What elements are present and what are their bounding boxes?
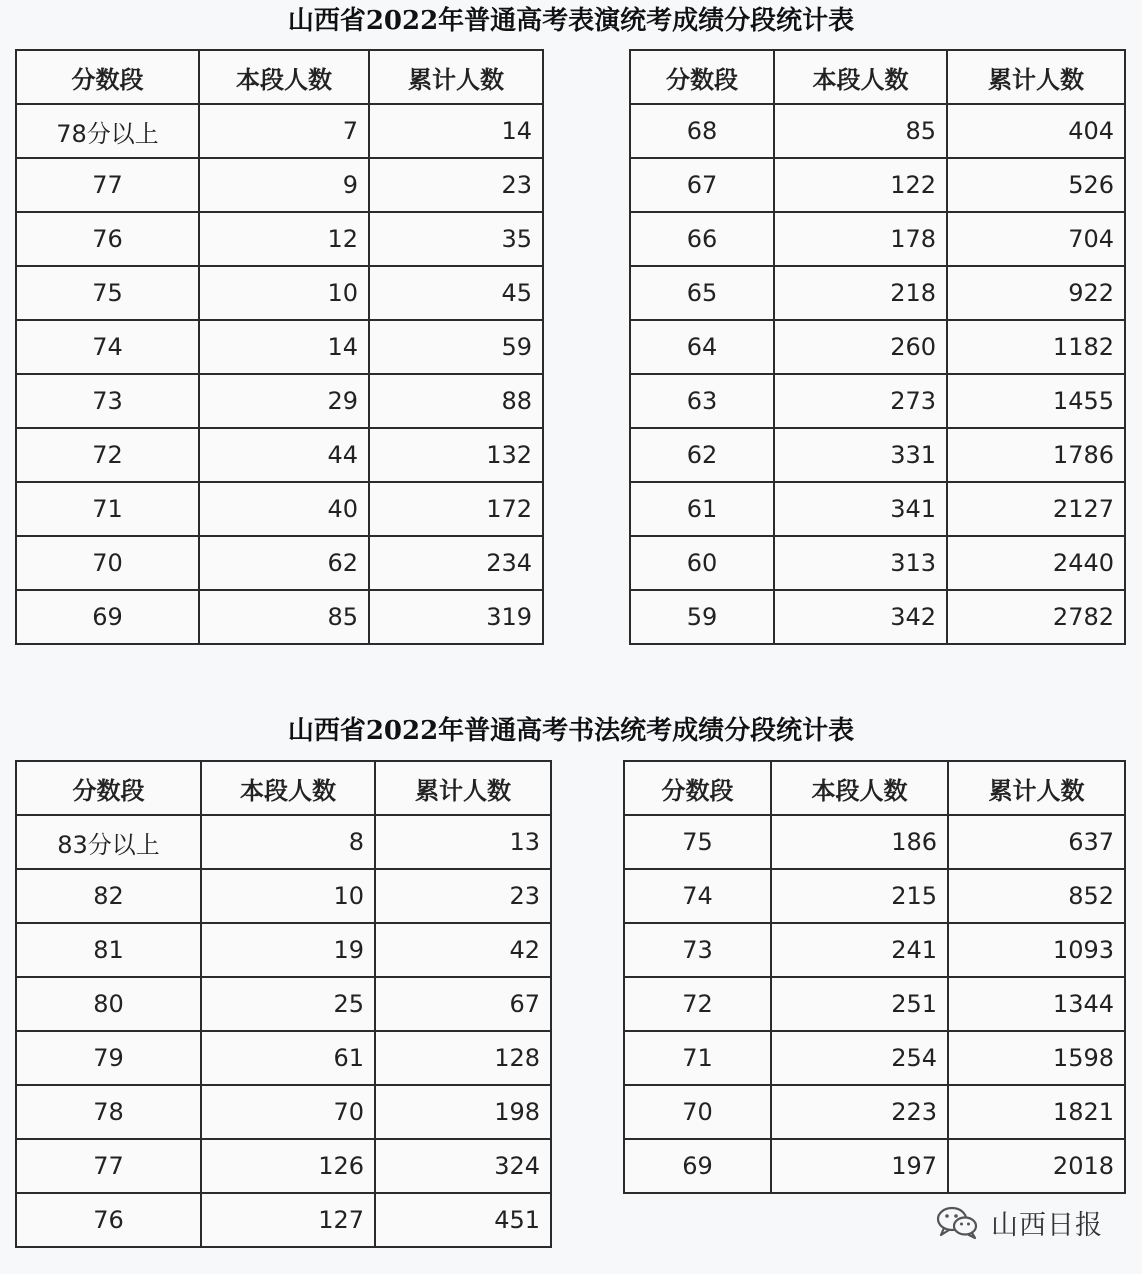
score-cell: 77: [16, 1139, 201, 1193]
table-row: [630, 536, 1125, 590]
table-row: [624, 869, 1125, 923]
cumulative-count-header: 累计人数: [369, 50, 543, 104]
score-cell: 61: [630, 482, 774, 536]
segment-count-cell: 10: [199, 266, 369, 320]
table-row: [630, 590, 1125, 644]
score-cell: 60: [630, 536, 774, 590]
segment-count-cell: 126: [201, 1139, 375, 1193]
cumulative-count-cell: 172: [369, 482, 543, 536]
cumulative-count-cell: 922: [947, 266, 1125, 320]
cumulative-count-cell: 2440: [947, 536, 1125, 590]
table-row: [630, 266, 1125, 320]
calligraphy-table-left: [15, 760, 552, 1248]
table-row: [630, 104, 1125, 158]
table-row: [630, 212, 1125, 266]
score-cell: 75: [624, 815, 771, 869]
segment-count-cell: 44: [199, 428, 369, 482]
cumulative-count-cell: 35: [369, 212, 543, 266]
table-row: [624, 977, 1125, 1031]
cumulative-count-cell: 234: [369, 536, 543, 590]
table-row: [630, 482, 1125, 536]
cumulative-count-cell: 1821: [948, 1085, 1125, 1139]
table-row: [16, 869, 551, 923]
segment-count-header: 本段人数: [201, 761, 375, 815]
score-cell: 62: [630, 428, 774, 482]
score-cell: 59: [630, 590, 774, 644]
table-row: [16, 482, 543, 536]
segment-count-cell: 19: [201, 923, 375, 977]
score-cell: 72: [624, 977, 771, 1031]
segment-count-cell: 61: [201, 1031, 375, 1085]
header-row: [16, 50, 543, 104]
cumulative-count-cell: 704: [947, 212, 1125, 266]
score-cell: 71: [624, 1031, 771, 1085]
cumulative-count-cell: 67: [375, 977, 551, 1031]
table-row: [624, 923, 1125, 977]
calligraphy-table-title: 山西省2022年普通高考书法统考成绩分段统计表: [287, 716, 855, 746]
segment-count-cell: 178: [774, 212, 947, 266]
header-row: [630, 50, 1125, 104]
cumulative-count-cell: 42: [375, 923, 551, 977]
segment-count-cell: 273: [774, 374, 947, 428]
cumulative-count-cell: 319: [369, 590, 543, 644]
table-row: [16, 1031, 551, 1085]
table-row: [16, 815, 551, 869]
segment-count-cell: 10: [201, 869, 375, 923]
segment-count-cell: 215: [771, 869, 948, 923]
cumulative-count-cell: 128: [375, 1031, 551, 1085]
score-cell: 69: [624, 1139, 771, 1193]
watermark-text: 山西日报: [991, 1209, 1103, 1241]
cumulative-count-header: 累计人数: [948, 761, 1125, 815]
cumulative-count-cell: 59: [369, 320, 543, 374]
watermark: [935, 1200, 1103, 1244]
segment-count-cell: 218: [774, 266, 947, 320]
cumulative-count-header: 累计人数: [375, 761, 551, 815]
table-row: [630, 374, 1125, 428]
cumulative-count-cell: 1786: [947, 428, 1125, 482]
segment-count-cell: 62: [199, 536, 369, 590]
cumulative-count-cell: 451: [375, 1193, 551, 1247]
score-cell: 78分以上: [16, 104, 199, 158]
score-cell: 73: [16, 374, 199, 428]
cumulative-count-cell: 404: [947, 104, 1125, 158]
score-cell: 73: [624, 923, 771, 977]
score-cell: 76: [16, 212, 199, 266]
cumulative-count-cell: 13: [375, 815, 551, 869]
segment-count-cell: 251: [771, 977, 948, 1031]
score-cell: 67: [630, 158, 774, 212]
segment-count-cell: 331: [774, 428, 947, 482]
cumulative-count-cell: 88: [369, 374, 543, 428]
segment-count-cell: 241: [771, 923, 948, 977]
segment-count-cell: 223: [771, 1085, 948, 1139]
segment-count-header: 本段人数: [199, 50, 369, 104]
cumulative-count-cell: 1182: [947, 320, 1125, 374]
segment-count-cell: 29: [199, 374, 369, 428]
cumulative-count-cell: 132: [369, 428, 543, 482]
score-cell: 80: [16, 977, 201, 1031]
segment-count-cell: 70: [201, 1085, 375, 1139]
cumulative-count-cell: 23: [375, 869, 551, 923]
table-row: [16, 536, 543, 590]
cumulative-count-cell: 2127: [947, 482, 1125, 536]
table-row: [16, 212, 543, 266]
segment-count-cell: 127: [201, 1193, 375, 1247]
segment-count-cell: 85: [199, 590, 369, 644]
score-cell: 74: [16, 320, 199, 374]
table-row: [624, 1031, 1125, 1085]
cumulative-count-cell: 1093: [948, 923, 1125, 977]
segment-count-cell: 9: [199, 158, 369, 212]
table-row: [16, 320, 543, 374]
segment-count-cell: 342: [774, 590, 947, 644]
performance-table-title: 山西省2022年普通高考表演统考成绩分段统计表: [287, 6, 855, 36]
score-cell: 76: [16, 1193, 201, 1247]
table-row: [630, 320, 1125, 374]
cumulative-count-header: 累计人数: [947, 50, 1125, 104]
table-row: [16, 428, 543, 482]
table-row: [16, 1085, 551, 1139]
segment-count-cell: 122: [774, 158, 947, 212]
score-cell: 70: [16, 536, 199, 590]
segment-count-header: 本段人数: [771, 761, 948, 815]
cumulative-count-cell: 2018: [948, 1139, 1125, 1193]
header-row: [624, 761, 1125, 815]
cumulative-count-cell: 1598: [948, 1031, 1125, 1085]
segment-count-cell: 260: [774, 320, 947, 374]
score-cell: 63: [630, 374, 774, 428]
score-cell: 82: [16, 869, 201, 923]
segment-count-cell: 7: [199, 104, 369, 158]
cumulative-count-cell: 2782: [947, 590, 1125, 644]
segment-count-cell: 14: [199, 320, 369, 374]
cumulative-count-cell: 324: [375, 1139, 551, 1193]
score-range-header: 分数段: [16, 50, 199, 104]
table-row: [16, 923, 551, 977]
segment-count-cell: 85: [774, 104, 947, 158]
cumulative-count-cell: 852: [948, 869, 1125, 923]
score-cell: 78: [16, 1085, 201, 1139]
cumulative-count-cell: 526: [947, 158, 1125, 212]
performance-table-right: [629, 49, 1126, 645]
table-row: [624, 1085, 1125, 1139]
table-row: [16, 1193, 551, 1247]
cumulative-count-cell: 637: [948, 815, 1125, 869]
score-cell: 69: [16, 590, 199, 644]
cumulative-count-cell: 1455: [947, 374, 1125, 428]
table-row: [16, 590, 543, 644]
score-cell: 72: [16, 428, 199, 482]
cumulative-count-cell: 1344: [948, 977, 1125, 1031]
segment-count-cell: 25: [201, 977, 375, 1031]
table-row: [16, 104, 543, 158]
table-row: [16, 374, 543, 428]
segment-count-cell: 40: [199, 482, 369, 536]
table-row: [624, 815, 1125, 869]
table-row: [16, 1139, 551, 1193]
table-row: [16, 158, 543, 212]
segment-count-header: 本段人数: [774, 50, 947, 104]
score-cell: 81: [16, 923, 201, 977]
score-cell: 68: [630, 104, 774, 158]
header-row: [16, 761, 551, 815]
score-cell: 75: [16, 266, 199, 320]
segment-count-cell: 8: [201, 815, 375, 869]
segment-count-cell: 197: [771, 1139, 948, 1193]
score-cell: 79: [16, 1031, 201, 1085]
wechat-icon: [935, 1204, 981, 1240]
table-row: [630, 158, 1125, 212]
segment-count-cell: 341: [774, 482, 947, 536]
table-row: [16, 977, 551, 1031]
score-cell: 77: [16, 158, 199, 212]
calligraphy-table-right: [623, 760, 1126, 1194]
cumulative-count-cell: 198: [375, 1085, 551, 1139]
segment-count-cell: 12: [199, 212, 369, 266]
table-row: [16, 266, 543, 320]
score-cell: 83分以上: [16, 815, 201, 869]
score-cell: 70: [624, 1085, 771, 1139]
score-cell: 66: [630, 212, 774, 266]
score-cell: 65: [630, 266, 774, 320]
cumulative-count-cell: 23: [369, 158, 543, 212]
table-row: [630, 428, 1125, 482]
score-cell: 74: [624, 869, 771, 923]
performance-table-left: [15, 49, 544, 645]
cumulative-count-cell: 14: [369, 104, 543, 158]
score-cell: 71: [16, 482, 199, 536]
segment-count-cell: 313: [774, 536, 947, 590]
score-range-header: 分数段: [630, 50, 774, 104]
score-range-header: 分数段: [16, 761, 201, 815]
segment-count-cell: 254: [771, 1031, 948, 1085]
segment-count-cell: 186: [771, 815, 948, 869]
cumulative-count-cell: 45: [369, 266, 543, 320]
score-cell: 64: [630, 320, 774, 374]
score-range-header: 分数段: [624, 761, 771, 815]
table-row: [624, 1139, 1125, 1193]
